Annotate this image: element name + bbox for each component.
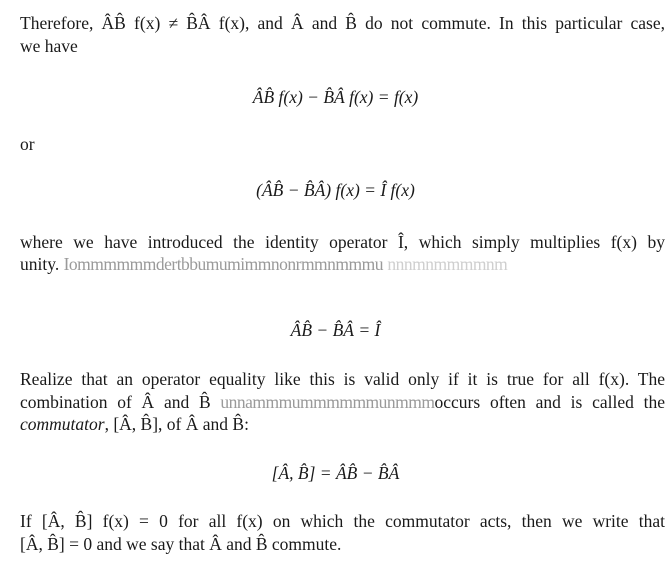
- paragraph-2-line-1: where we have introduced the identity operator Î, which simply multiplies f(x) by: [20, 232, 665, 252]
- equation-1: ÂB̂ f(x) − B̂Â f(x) = f(x): [252, 87, 419, 107]
- faint-smudged-text: nnnmnmmmmnm: [387, 254, 508, 274]
- smudged-text: Iommmmmmdertbbumumimmnonrmmnmmmu: [63, 254, 383, 274]
- paragraph-3-line-3-rest: , [Â, B̂], of Â and B̂:: [104, 414, 249, 434]
- connector-or: or: [20, 134, 35, 154]
- commutator-term: commutator: [20, 414, 105, 434]
- paragraph-3-line-2: [20, 391, 665, 413]
- paragraph-4-line-2: [Â, B̂] = 0 and we say that Â and B̂ commute.: [20, 534, 342, 554]
- paragraph-1-line-1: Therefore, ÂB̂ f(x) ≠ B̂Â f(x), and Â and B̂ do not commute. In this particular case,: [20, 13, 665, 33]
- equation-2: (ÂB̂ − B̂Â) f(x) = Î f(x): [256, 180, 415, 200]
- paragraph-3-line-3: [20, 413, 249, 435]
- paragraph-4-line-1: If [Â, B̂] f(x) = 0 for all f(x) on which the commutator acts, then we write that: [20, 511, 665, 531]
- paragraph-1-line-2: we have: [20, 36, 78, 56]
- paragraph-3-line-2-end: occurs often and is called the: [434, 392, 665, 412]
- smudged-text: unnammmummmmmmunmmm: [220, 392, 435, 412]
- paragraph-2-line-2-start: unity.: [20, 254, 60, 274]
- equation-3: ÂB̂ − B̂Â = Î: [290, 320, 381, 340]
- paragraph-2-line-2: [20, 253, 507, 275]
- equation-4: [Â, B̂] = ÂB̂ − B̂Â: [271, 463, 400, 483]
- paragraph-3-line-2-start: combination of Â and B̂: [20, 392, 211, 412]
- paragraph-3-line-1: Realize that an operator equality like this is valid only if it is true for all f(x). The: [20, 369, 665, 389]
